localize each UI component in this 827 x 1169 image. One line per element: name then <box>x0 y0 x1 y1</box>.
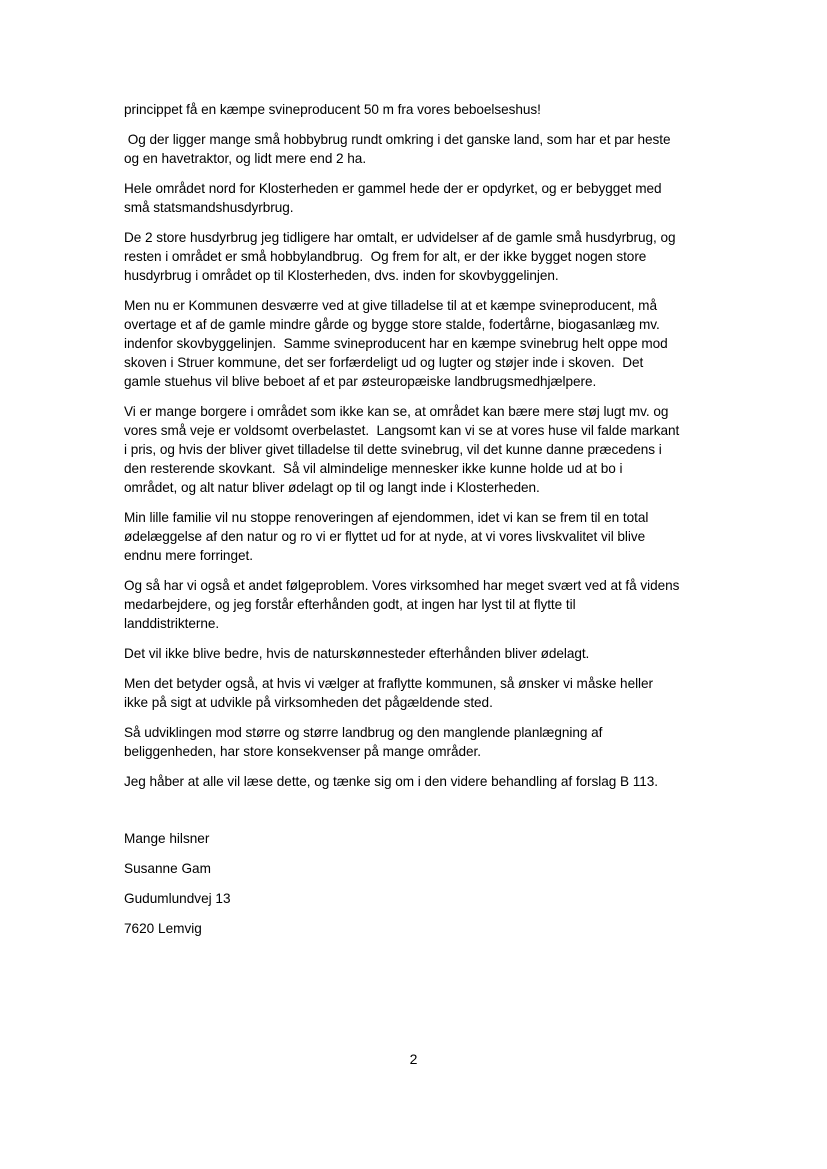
text-line: Hele området nord for Klosterheden er gammel hede der er opdyrket, og er bebygget med <box>124 181 662 196</box>
text-line: Min lille familie vil nu stoppe renoveringen af ejendommen, idet vi kan se frem til en total <box>124 510 649 525</box>
paragraph <box>124 674 724 712</box>
text-line: vores små veje er voldsomt overbelastet. Langsomt kan vi se at vores huse vil falde markant <box>124 423 680 438</box>
paragraph <box>124 130 724 168</box>
paragraph <box>124 772 724 791</box>
text-line: ødelæggelse af den natur og ro vi er flyttet ud for at nyde, at vi vores livskvalitet vil blive <box>124 529 646 544</box>
letter-body <box>124 100 724 802</box>
text-line: Vi er mange borgere i området som ikke kan se, at området kan bære mere støj lugt mv. og <box>124 404 669 419</box>
text-line: ikke på sigt at udvikle på virksomheden det pågældende sted. <box>124 695 493 710</box>
text-line: skoven i Struer kommune, det ser forfærdeligt ud og lugter og støjer inde i skoven. Det <box>124 355 644 370</box>
text-line: overtage et af de gamle mindre gårde og bygge store stalde, fodertårne, biogasanlæg mv. <box>124 317 660 332</box>
text-line: Og så har vi også et andet følgeproblem. Vores virksomhed har meget svært ved at få videns <box>124 578 680 593</box>
paragraph <box>124 100 724 119</box>
text-line: Og der ligger mange små hobbybrug rundt omkring i det ganske land, som har et par heste <box>124 132 671 147</box>
text-line: Jeg håber at alle vil læse dette, og tænke sig om i den videre behandling af forslag B 113. <box>124 774 658 789</box>
paragraph <box>124 508 724 565</box>
text-line: beliggenheden, har store konsekvenser på mange områder. <box>124 744 481 759</box>
text-line: endnu mere forringet. <box>124 548 253 563</box>
text-line: princippet få en kæmpe svineproducent 50 m fra vores beboelseshus! <box>124 102 541 117</box>
paragraph <box>124 723 724 761</box>
sender-street: Gudumlundvej 13 <box>124 891 231 906</box>
text-line: området, og alt natur bliver ødelagt op til og langt inde i Klosterheden. <box>124 480 540 495</box>
sender-name: Susanne Gam <box>124 861 211 876</box>
paragraph <box>124 576 724 633</box>
text-line: resten i området er små hobbylandbrug. Og frem for alt, er der ikke bygget nogen store <box>124 249 647 264</box>
text-line: De 2 store husdyrbrug jeg tidligere har omtalt, er udvidelser af de gamle små husdyrbrug, og <box>124 230 676 245</box>
paragraph <box>124 179 724 217</box>
text-line: og en havetraktor, og lidt mere end 2 ha. <box>124 151 367 166</box>
text-line: indenfor skovbyggelinjen. Samme svineproducent har en kæmpe svinebrug helt oppe mod <box>124 336 668 351</box>
text-line: Så udviklingen mod større og større landbrug og den manglende planlægning af <box>124 725 603 740</box>
text-line: Det vil ikke blive bedre, hvis de naturskønnesteder efterhånden bliver ødelagt. <box>124 646 590 661</box>
paragraph <box>124 296 724 391</box>
text-line: medarbejdere, og jeg forstår efterhånden godt, at ingen har lyst til at flytte til <box>124 597 576 612</box>
text-line: Men det betyder også, at hvis vi vælger at fraflytte kommunen, så ønsker vi måske heller <box>124 676 654 691</box>
paragraph <box>124 228 724 285</box>
text-line: gamle stuehus vil blive beboet af et par østeuropæiske landbrugsmedhjælpere. <box>124 374 597 389</box>
text-line: i pris, og hvis der bliver givet tilladelse til dette svinebrug, vil det kunne danne præcedens i <box>124 442 662 457</box>
closing-greeting: Mange hilsner <box>124 831 210 846</box>
text-line: den resterende skovkant. Så vil almindelige mennesker ikke kunne holde ud at bo i <box>124 461 623 476</box>
sender-city: 7620 Lemvig <box>124 921 202 936</box>
page-number: 2 <box>409 1051 418 1067</box>
paragraph <box>124 402 724 497</box>
text-line: landdistrikterne. <box>124 616 220 631</box>
text-line: små statsmandshusdyrbrug. <box>124 200 294 215</box>
paragraph <box>124 644 724 663</box>
letter-closing <box>124 829 524 949</box>
text-line: Men nu er Kommunen desværre ved at give tilladelse til at et kæmpe svineproducent, må <box>124 298 657 313</box>
text-line: husdyrbrug i området op til Klosterheden, dvs. inden for skovbyggelinjen. <box>124 268 559 283</box>
